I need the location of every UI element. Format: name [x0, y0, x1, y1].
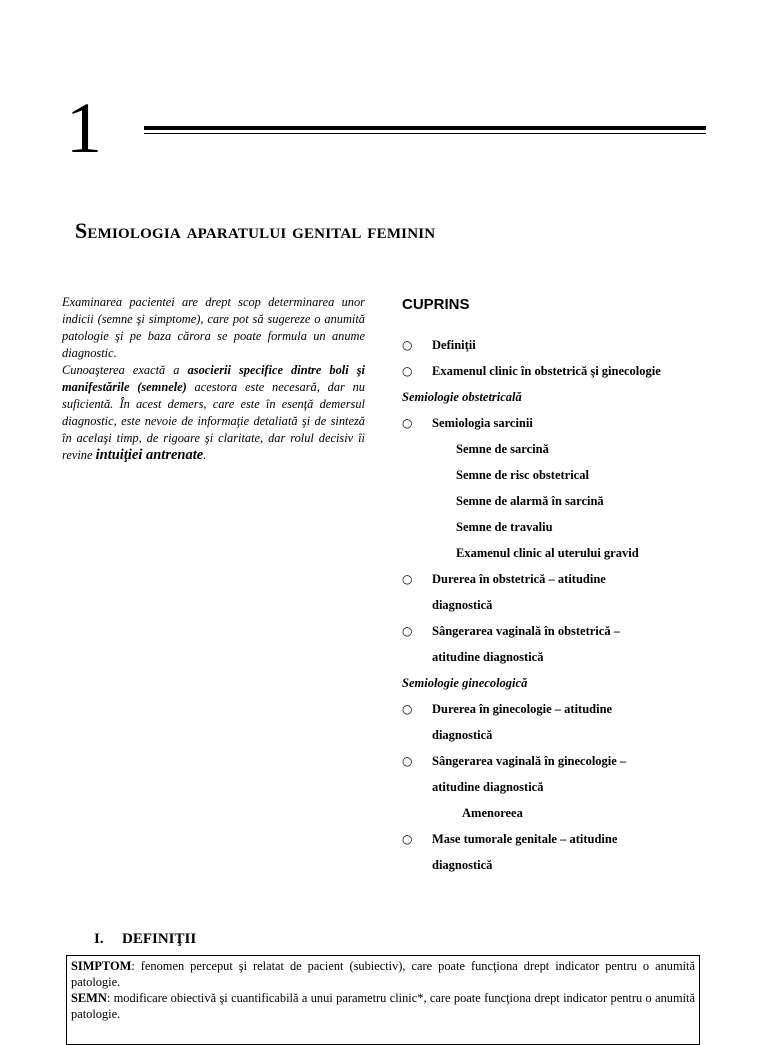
toc-heading: CUPRINS [402, 296, 470, 313]
intro-p2-lead: Cunoaşterea exactă a [62, 363, 188, 377]
section-heading-definitii [94, 928, 196, 950]
intro-text [62, 294, 365, 464]
circle-bullet-icon: ○ [402, 572, 413, 586]
toc-item-sangerarea-obstetrica-cont[interactable]: atitudine diagnostică [432, 650, 544, 664]
toc-item-sangerarea-ginecologie-cont[interactable]: atitudine diagnostică [432, 780, 544, 794]
intro-p2-end: . [203, 448, 207, 462]
intro-paragraph-1: Examinarea pacientei are drept scop determinarea unor indicii (semne şi simptome), care pot să sugereze o anumită patologie şi pe baza cărora se poate formula un anume diagnostic. [62, 295, 365, 360]
circle-bullet-icon: ○ [402, 832, 413, 846]
toc-label: Sângerarea vaginală în ginecologie – [432, 754, 627, 768]
toc-item-examenul-clinic[interactable] [402, 358, 732, 384]
toc-item-durerea-ginecologie-cont[interactable]: diagnostică [432, 728, 493, 742]
toc-item-definitii[interactable] [402, 332, 732, 358]
definition-simptom [71, 958, 695, 990]
toc-subitem-semne-sarcina[interactable]: Semne de sarcină [456, 442, 549, 456]
toc-item-durerea-obstetrica[interactable] [402, 566, 732, 592]
circle-bullet-icon: ○ [402, 624, 413, 638]
definition-simptom-text: : fenomen perceput şi relatat de pacient (subiectiv), care poate funcţiona drept indicator pentru o anumită patologie. [71, 959, 695, 989]
definition-semn-text: : modificare obiectivă şi cuantificabilă a unui parametru clinic*, care poate funcţiona drept indicator pentru o anumită patologie. [71, 991, 695, 1021]
toc-item-semiologia-sarcinii[interactable] [402, 410, 732, 436]
toc-item-durerea-obstetrica-cont[interactable]: diagnostică [432, 598, 493, 612]
toc-item-mase-tumorale-cont[interactable]: diagnostică [432, 858, 493, 872]
intro-paragraph-2 [62, 362, 365, 464]
toc-label: Durerea în ginecologie – atitudine [432, 702, 613, 716]
circle-bullet-icon: ○ [402, 702, 413, 716]
toc-subitem-examenul-uter[interactable]: Examenul clinic al uterului gravid [456, 546, 639, 560]
chapter-number: 1 [66, 88, 102, 168]
circle-bullet-icon: ○ [402, 364, 413, 378]
toc-item-durerea-ginecologie[interactable] [402, 696, 732, 722]
section-number: I. [94, 931, 104, 948]
circle-bullet-icon: ○ [402, 754, 413, 768]
definition-semn [71, 990, 695, 1022]
circle-bullet-icon: ○ [402, 338, 413, 352]
toc-subitem-amenoreea[interactable]: Amenoreea [462, 806, 523, 820]
intro-p2-bold: asocierii specifice dintre boli şi manifestările (semnele) [62, 363, 365, 394]
toc-label: Semiologia sarcinii [432, 416, 533, 430]
toc-list [402, 332, 732, 878]
toc-label: Sângerarea vaginală în obstetrică – [432, 624, 620, 638]
toc-label: Definiţii [432, 338, 476, 352]
toc-subitem-semne-travaliu[interactable]: Semne de travaliu [456, 520, 553, 534]
toc-label: Mase tumorale genitale – atitudine [432, 832, 618, 846]
toc-subitem-semne-risc[interactable]: Semne de risc obstetrical [456, 468, 589, 482]
circle-bullet-icon: ○ [402, 416, 413, 430]
intro-p2-emphasis: intuiţiei antrenate [95, 447, 204, 463]
chapter-rule-thin [144, 133, 706, 134]
toc-item-sangerarea-obstetrica[interactable] [402, 618, 732, 644]
toc-label: Durerea în obstetrică – atitudine [432, 572, 606, 586]
definitions-box [66, 955, 700, 1045]
chapter-title: Semiologia aparatului genital feminin [75, 217, 436, 243]
section-title: DEFINIŢII [122, 931, 197, 948]
table-of-contents [402, 292, 732, 878]
toc-subitem-semne-alarma[interactable]: Semne de alarmă în sarcină [456, 494, 604, 508]
toc-label: Examenul clinic în obstetrică şi ginecologie [432, 364, 661, 378]
toc-section-ginecologica[interactable]: Semiologie ginecologică [402, 676, 528, 690]
toc-item-mase-tumorale[interactable] [402, 826, 732, 852]
intro-p2-body: acestora este necesară, dar nu suficientă. În acest demers, care este în esenţă demersul diagnostic, este nevoie de informaţie detaliată şi de sinteză în acelaşi timp, de rigoare şi claritate, dar rolul decisiv îi revine [62, 380, 365, 462]
chapter-rule-thick [144, 126, 706, 130]
definition-semn-term: SEMN [71, 991, 107, 1005]
toc-section-obstetricala[interactable]: Semiologie obstetricală [402, 390, 522, 404]
definition-simptom-term: SIMPTOM [71, 959, 132, 973]
toc-item-sangerarea-ginecologie[interactable] [402, 748, 732, 774]
